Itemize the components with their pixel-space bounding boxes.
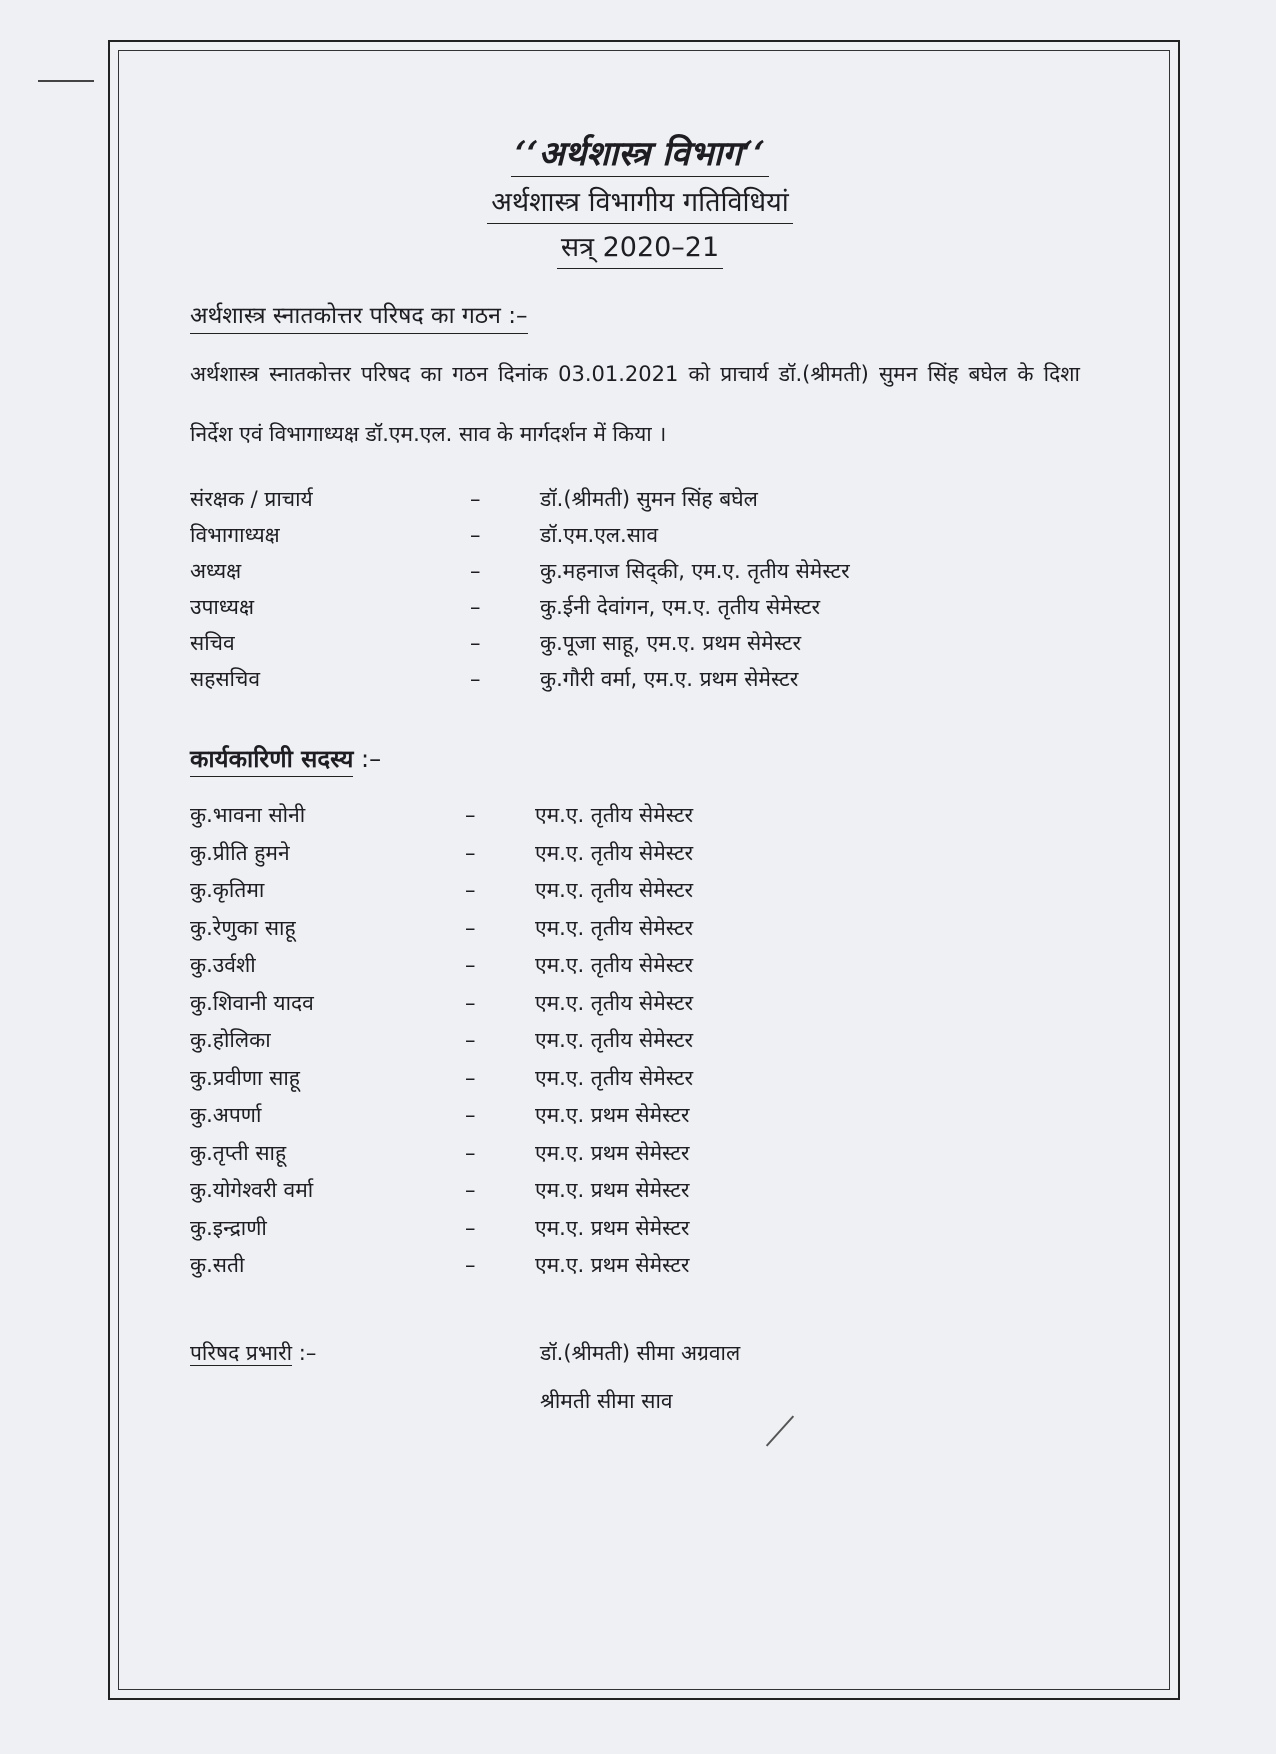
member-dash: – bbox=[465, 878, 476, 902]
incharge-block bbox=[190, 1333, 1090, 1429]
office-role: उपाध्यक्ष bbox=[190, 595, 255, 619]
member-class: एम.ए. प्रथम सेमेस्टर bbox=[535, 1253, 690, 1277]
member-dash: – bbox=[465, 840, 476, 865]
office-holder-name: कु.महनाज सिद्की, एम.ए. तृतीय सेमेस्टर bbox=[540, 559, 850, 583]
department-title: ‘‘अर्थशास्त्र विभाग‘‘ bbox=[511, 132, 769, 177]
member-row bbox=[190, 985, 1090, 1023]
office-bearer-row bbox=[190, 554, 1090, 590]
member-row bbox=[190, 1172, 1090, 1210]
office-bearer-row bbox=[190, 662, 1090, 698]
office-bearer-row bbox=[190, 590, 1090, 626]
member-class: एम.ए. तृतीय सेमेस्टर bbox=[535, 990, 694, 1015]
incharge-label-suffix: :– bbox=[292, 1340, 317, 1365]
office-role: अध्यक्ष bbox=[190, 559, 242, 583]
formation-paragraph: अर्थशास्त्र स्नातकोत्तर परिषद का गठन दिनांक 03.01.2021 को प्राचार्य डॉ.(श्रीमती) सुमन सिंह बघेल के दिशा निर्देश एवं विभागाध्यक्ष डॉ.एम.एल. साव के मार्गदर्शन में किया । bbox=[190, 362, 1080, 446]
member-name: कु.उर्वशी bbox=[190, 953, 256, 977]
member-dash: – bbox=[465, 915, 476, 940]
office-bearers-list bbox=[190, 482, 1090, 698]
member-dash: – bbox=[465, 1215, 476, 1240]
office-dash: – bbox=[470, 595, 481, 619]
member-class: एम.ए. तृतीय सेमेस्टर bbox=[535, 915, 694, 940]
member-name: कु.योगेश्वरी वर्मा bbox=[190, 1178, 314, 1202]
member-class: एम.ए. तृतीय सेमेस्टर bbox=[535, 878, 694, 902]
office-role: विभागाध्यक्ष bbox=[190, 523, 280, 547]
member-class: एम.ए. तृतीय सेमेस्टर bbox=[535, 1028, 694, 1052]
office-bearer-row bbox=[190, 626, 1090, 662]
member-row bbox=[190, 1022, 1090, 1060]
office-holder-name: कु.गौरी वर्मा, एम.ए. प्रथम सेमेस्टर bbox=[540, 667, 799, 691]
office-dash: – bbox=[470, 523, 481, 547]
member-dash: – bbox=[465, 953, 476, 977]
document-content bbox=[190, 132, 1090, 1429]
member-class: एम.ए. प्रथम सेमेस्टर bbox=[535, 1140, 690, 1165]
member-dash: – bbox=[465, 1103, 476, 1127]
member-row bbox=[190, 947, 1090, 985]
member-class: एम.ए. तृतीय सेमेस्टर bbox=[535, 840, 694, 865]
member-name: कु.इन्द्राणी bbox=[190, 1215, 267, 1240]
member-dash: – bbox=[465, 1253, 476, 1277]
member-name: कु.तृप्ती साहू bbox=[190, 1140, 287, 1165]
office-bearer-row bbox=[190, 518, 1090, 554]
member-row bbox=[190, 910, 1090, 948]
member-row bbox=[190, 1210, 1090, 1248]
member-dash: – bbox=[465, 803, 476, 827]
document-header bbox=[190, 132, 1090, 269]
office-dash: – bbox=[470, 667, 481, 691]
office-holder-name: कु.पूजा साहू, एम.ए. प्रथम सेमेस्टर bbox=[540, 631, 802, 655]
member-dash: – bbox=[465, 1065, 476, 1090]
executive-heading: कार्यकारिणी सदस्य bbox=[190, 742, 353, 777]
member-name: कु.कृतिमा bbox=[190, 878, 265, 902]
office-role: सहसचिव bbox=[190, 667, 260, 691]
member-name: कु.प्रीति हुमने bbox=[190, 840, 290, 865]
member-name: कु.प्रवीणा साहू bbox=[190, 1065, 300, 1090]
office-holder-name: कु.ईनी देवांगन, एम.ए. तृतीय सेमेस्टर bbox=[540, 595, 821, 619]
member-row bbox=[190, 797, 1090, 835]
member-class: एम.ए. तृतीय सेमेस्टर bbox=[535, 1065, 694, 1090]
office-dash: – bbox=[470, 631, 481, 655]
formation-heading: अर्थशास्त्र स्नातकोत्तर परिषद का गठन :– bbox=[190, 299, 528, 334]
member-name: कु.सती bbox=[190, 1253, 245, 1277]
member-class: एम.ए. प्रथम सेमेस्टर bbox=[535, 1103, 690, 1127]
office-holder-name: डॉ.एम.एल.साव bbox=[540, 523, 659, 547]
member-dash: – bbox=[465, 990, 476, 1015]
member-class: एम.ए. प्रथम सेमेस्टर bbox=[535, 1215, 690, 1240]
office-role: संरक्षक / प्राचार्य bbox=[190, 487, 313, 511]
office-role: सचिव bbox=[190, 631, 235, 655]
office-dash: – bbox=[470, 487, 481, 511]
member-row bbox=[190, 1060, 1090, 1098]
activities-subtitle: अर्थशास्त्र विभागीय गतिविधियां bbox=[487, 183, 792, 224]
member-row bbox=[190, 1097, 1090, 1135]
member-name: कु.रेणुका साहू bbox=[190, 915, 296, 940]
member-class: एम.ए. प्रथम सेमेस्टर bbox=[535, 1178, 690, 1202]
member-name: कु.भावना सोनी bbox=[190, 803, 306, 827]
office-bearer-row bbox=[190, 482, 1090, 518]
incharge-name-2: श्रीमती सीमा साव bbox=[540, 1388, 673, 1413]
member-row bbox=[190, 872, 1090, 910]
session-label: सत्र् 2020–21 bbox=[557, 228, 723, 269]
member-dash: – bbox=[465, 1140, 476, 1165]
member-row bbox=[190, 835, 1090, 873]
incharge-name-1: डॉ.(श्रीमती) सीमा अग्रवाल bbox=[540, 1340, 741, 1365]
member-name: कु.अपर्णा bbox=[190, 1103, 262, 1127]
executive-heading-suffix: :– bbox=[353, 745, 382, 773]
executive-members-list bbox=[190, 797, 1090, 1285]
scan-mark bbox=[38, 80, 94, 82]
member-class: एम.ए. तृतीय सेमेस्टर bbox=[535, 953, 694, 977]
member-name: कु.शिवानी यादव bbox=[190, 990, 314, 1015]
incharge-label: परिषद प्रभारी bbox=[190, 1340, 293, 1365]
member-dash: – bbox=[465, 1028, 476, 1052]
member-name: कु.होलिका bbox=[190, 1028, 271, 1052]
office-holder-name: डॉ.(श्रीमती) सुमन सिंह बघेल bbox=[540, 487, 758, 511]
office-dash: – bbox=[470, 559, 481, 583]
member-dash: – bbox=[465, 1178, 476, 1202]
member-class: एम.ए. तृतीय सेमेस्टर bbox=[535, 803, 694, 827]
member-row bbox=[190, 1247, 1090, 1285]
member-row bbox=[190, 1135, 1090, 1173]
